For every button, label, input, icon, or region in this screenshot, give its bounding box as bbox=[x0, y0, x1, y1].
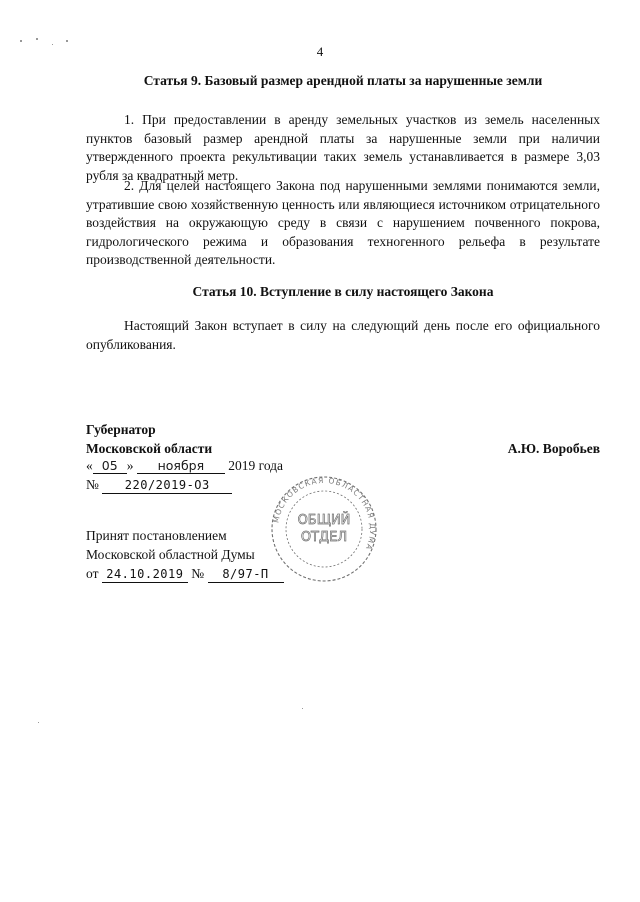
signatory-title-line-1: Губернатор bbox=[86, 422, 156, 437]
adoption-number: 8/97-П bbox=[208, 567, 284, 583]
scan-speck bbox=[36, 38, 38, 40]
adoption-line-2: Московской областной Думы bbox=[86, 547, 255, 562]
article-10-paragraph: Настоящий Закон вступает в силу на следующий день после его официального опубликования. bbox=[86, 318, 600, 352]
scan-speck bbox=[66, 40, 68, 42]
date-close-quote: » bbox=[126, 458, 134, 473]
signatory-title bbox=[86, 420, 212, 458]
article-9-heading: Статья 9. Базовый размер арендной платы за нарушенные земли bbox=[143, 73, 543, 88]
stamp-ring-text: МОСКОВСКАЯ ОБЛАСТНАЯ ДУМА bbox=[271, 475, 378, 552]
article-9-paragraph-2: 2. Для целей настоящего Закона под нарушенными землями понимаются земли, утратившие свою хозяйственную ценность или являющиеся источником отрицательного воздействия на окружающую среду в связи с нарушением почвенного покрова, гидрологического режима и образования техногенного рельефа в результате производственной деятельности. bbox=[86, 178, 600, 267]
page-number: 4 bbox=[316, 44, 324, 59]
scan-speck bbox=[38, 722, 39, 723]
adoption-number-sign: № bbox=[191, 566, 205, 581]
scan-speck bbox=[20, 40, 22, 42]
adoption-date: 24.10.2019 bbox=[102, 567, 188, 583]
stamp-center-line-1: ОБЩИЙ bbox=[297, 513, 351, 528]
stamp-inner-ring bbox=[286, 491, 362, 567]
article-10-heading: Статья 10. Вступление в силу настоящего Закона bbox=[192, 284, 494, 299]
signatory-title-line-2: Московской области bbox=[86, 441, 213, 456]
article-9-paragraph-1: 1. При предоставлении в аренду земельных участков из земель населенных пунктов базовый размер арендной платы за нарушенные земли при наличии утвержденного проекта рекультивации таких земель устанавливается в размере 3,03 рубля за квадратный метр. bbox=[86, 112, 600, 183]
adoption-date-row bbox=[86, 564, 284, 583]
law-number-value: 220/2019-ОЗ bbox=[102, 478, 232, 494]
adoption-block bbox=[86, 526, 284, 583]
signatory-name: А.Ю. Воробьев bbox=[507, 441, 600, 456]
date-month: ноября bbox=[137, 458, 225, 474]
law-number-sign: № bbox=[86, 477, 99, 492]
date-day: 05 bbox=[93, 458, 127, 474]
stamp-center-line-2: ОТДЕЛ bbox=[300, 530, 348, 545]
official-stamp bbox=[260, 474, 388, 584]
date-year: 2019 года bbox=[228, 458, 284, 473]
adoption-from-label: от bbox=[86, 566, 99, 581]
signing-date bbox=[86, 457, 283, 475]
adoption-line-1: Принят постановлением bbox=[86, 528, 227, 543]
law-number bbox=[86, 476, 232, 494]
scan-speck bbox=[302, 708, 303, 709]
date-open-quote: « bbox=[86, 458, 93, 473]
